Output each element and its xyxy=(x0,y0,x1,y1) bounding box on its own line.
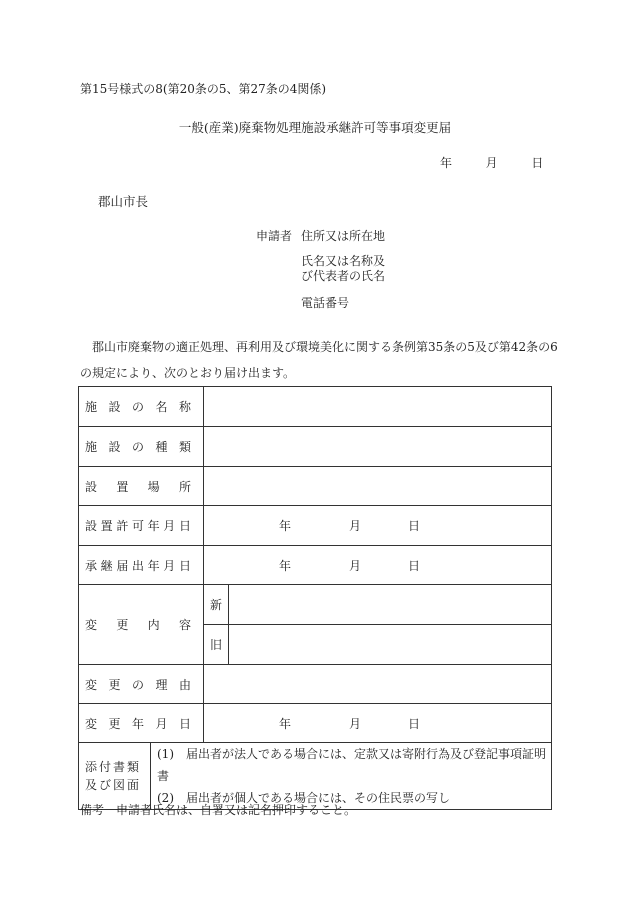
body-text: 郡山市廃棄物の適正処理、再利用及び環境美化に関する条例第35条の5及び第42条の6の規定により、次のとおり届け出ます。 xyxy=(80,340,558,380)
unit-day: 日 xyxy=(408,519,421,533)
label-new: 新 xyxy=(204,585,229,625)
label-char: 由 xyxy=(178,677,191,692)
label-char: 容 xyxy=(178,618,191,632)
page-title: 一般(産業)廃棄物処理施設承継許可等事項変更届 xyxy=(178,120,452,135)
unit-month: 月 xyxy=(349,558,362,573)
field-permit-date[interactable] xyxy=(204,506,552,546)
attachments-label-line2: 及び図面 xyxy=(85,778,142,792)
form-reference: 第15号様式の8(第20条の5、第27条の4関係) xyxy=(80,82,327,96)
label-change-date xyxy=(79,704,204,743)
field-facility-name[interactable] xyxy=(204,387,552,427)
label-permit-date xyxy=(79,506,204,546)
label-attachments xyxy=(79,743,151,810)
unit-year: 年 xyxy=(279,716,292,731)
label-char: 届 xyxy=(116,558,129,573)
unit-year: 年 xyxy=(279,519,292,533)
field-change-new[interactable] xyxy=(229,585,552,625)
row-change-new xyxy=(79,585,552,625)
label-char: 変 xyxy=(85,716,98,731)
label-char: 置 xyxy=(100,519,113,533)
label-change-content xyxy=(79,585,204,665)
label-char: 出 xyxy=(131,558,144,573)
label-char: の xyxy=(131,677,144,692)
label-char: 施 xyxy=(85,440,98,454)
label-char: 変 xyxy=(85,618,98,632)
row-permit-date xyxy=(79,506,552,546)
row-change-date xyxy=(79,704,552,743)
label-char: 許 xyxy=(116,519,129,533)
label-char: 月 xyxy=(163,558,176,573)
label-char: 称 xyxy=(178,400,191,414)
label-char: 設 xyxy=(85,479,98,494)
label-char: 類 xyxy=(178,440,191,454)
row-facility-name xyxy=(79,387,552,427)
remarks-note: 備考 申請者氏名は、自署又は記名押印すること。 xyxy=(80,803,357,817)
attachment-item-2: (2) 届出者が個人である場合には、その住民票の写し xyxy=(157,791,451,805)
applicant-name-label: 氏名又は名称及び代表者の氏名 xyxy=(301,254,386,283)
date-day: 日 xyxy=(531,156,544,170)
field-location[interactable] xyxy=(204,467,552,506)
field-facility-type[interactable] xyxy=(204,427,552,467)
label-char: 設 xyxy=(108,440,121,454)
submission-date xyxy=(440,154,543,171)
date-year: 年 xyxy=(440,156,453,170)
field-change-old[interactable] xyxy=(229,625,552,665)
label-char: 内 xyxy=(147,618,160,632)
label-char: 年 xyxy=(147,558,160,573)
label-succession-date xyxy=(79,546,204,585)
label-char: 理 xyxy=(155,677,168,692)
label-char: 更 xyxy=(116,618,129,632)
label-char: 承 xyxy=(85,558,98,573)
label-char: 継 xyxy=(100,558,113,573)
attachments-table xyxy=(78,742,552,810)
label-char: 場 xyxy=(147,479,160,494)
unit-month: 月 xyxy=(349,716,362,731)
field-change-date[interactable] xyxy=(204,704,552,743)
label-char: 設 xyxy=(85,519,98,533)
row-attachments xyxy=(79,743,552,810)
label-char: 更 xyxy=(108,677,121,692)
label-char: 日 xyxy=(178,558,191,573)
label-char: の xyxy=(131,400,144,414)
label-char: 所 xyxy=(178,479,191,494)
row-facility-type xyxy=(79,427,552,467)
label-char: 更 xyxy=(108,716,121,731)
label-change-reason xyxy=(79,665,204,704)
row-change-reason xyxy=(79,665,552,704)
date-month: 月 xyxy=(485,156,498,170)
label-location xyxy=(79,467,204,506)
label-char: 年 xyxy=(147,519,160,533)
unit-day: 日 xyxy=(408,716,421,731)
label-char: 年 xyxy=(131,716,144,731)
applicant-address-label: 住所又は所在地 xyxy=(301,229,386,243)
attachments-list xyxy=(151,743,552,810)
label-char: 可 xyxy=(131,519,144,533)
row-succession-date xyxy=(79,546,552,585)
recipient: 郡山市長 xyxy=(98,194,149,209)
field-change-reason[interactable] xyxy=(204,665,552,704)
label-char: 置 xyxy=(116,479,129,494)
label-char: 月 xyxy=(155,716,168,731)
row-location xyxy=(79,467,552,506)
field-succession-date[interactable] xyxy=(204,546,552,585)
label-facility-name xyxy=(79,387,204,427)
unit-month: 月 xyxy=(349,519,362,533)
applicant-label: 申請者 xyxy=(256,229,293,243)
unit-year: 年 xyxy=(279,558,292,573)
label-char: の xyxy=(131,440,144,454)
application-form-table xyxy=(78,386,552,743)
label-char: 設 xyxy=(108,400,121,414)
label-char: 変 xyxy=(85,677,98,692)
label-char: 種 xyxy=(155,440,168,454)
label-char: 日 xyxy=(178,716,191,731)
attachment-item-1: (1) 届出者が法人である場合には、定款又は寄附行為及び登記事項証明書 xyxy=(157,747,547,783)
unit-day: 日 xyxy=(408,558,421,573)
label-char: 施 xyxy=(85,400,98,414)
applicant-phone-label: 電話番号 xyxy=(301,296,350,310)
label-facility-type xyxy=(79,427,204,467)
label-char: 名 xyxy=(155,400,168,414)
label-old: 旧 xyxy=(204,625,229,665)
attachments-label-line1: 添付書類 xyxy=(85,760,142,774)
label-char: 日 xyxy=(178,519,191,533)
label-char: 月 xyxy=(163,519,176,533)
